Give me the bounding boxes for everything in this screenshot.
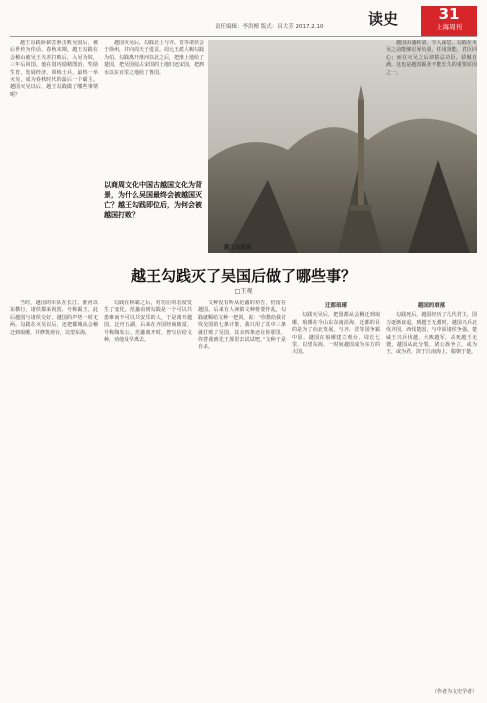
body-column-3 <box>198 300 286 696</box>
article-byline: □王观 <box>234 288 253 295</box>
page-number: 31 <box>438 5 460 23</box>
right-top-paragraph: 越国由盛转衰，令人深思。勾践在灭吴之前能够忍辱负重，任用贤能，君臣同心；而在灭吴之后却猜忌功臣，骄傲自满。这也是越国霸业不能长久的重要原因之一。 <box>386 40 477 76</box>
body-column-2 <box>104 300 192 696</box>
body-paragraph: 勾践灭吴后，把国都从会稽迁到琅琊。琅琊在今山东东南沿海，迁都的目的是为了向北发展，与齐、晋等国争霸中原。越国在琅琊建立观台，周长七里，以望东海，一时间越国成为东方的大国。 <box>292 312 380 356</box>
article-headline: 越王勾践灭了吴国后做了哪些事？ <box>130 267 356 285</box>
page-header <box>10 6 477 34</box>
intro-summary: 以商周文化中国古越国文化为背景，为什么吴国最终会被越国灭亡？越王勾践即位后，为何会被越国打败？ <box>104 181 202 219</box>
subheading: 越国的衰落 <box>417 303 446 309</box>
body-column-5 <box>386 300 477 696</box>
lead-paragraph-1: 越王勾践卧薪尝胆击败吴国后，被后世传为佳话。春秋末期，越王勾践在会稽山被吴王夫差打败后，入吴为奴，三年后回国。他在国内励精图治，奖励生育，发展经济，训练士兵，最终一举灭吴，成为春秋时代的最后一个霸主。越国灭吴以后，越王勾践做了哪些事情呢？ <box>10 40 98 98</box>
body-column-4 <box>292 300 380 696</box>
body-paragraph: 当时，越国的军队在长江、淮河以东横行，诸侯都来祝贺，号称霸王。此后越国与诸侯交好，越国的声势一时无两。勾践在灭吴以后，还把都城从会稽迁到琅琊，并修筑观台，以望东海。 <box>10 300 98 336</box>
body-paragraph: 勾践在称霸之后，对功臣的态度发生了变化。范蠡看到勾践是一个可以共患难而不可以共安乐的人，于是离开越国，泛舟五湖，后来在齐国经商致富，号称陶朱公。范蠡离开时，曾写信给文种，劝他及早离去。 <box>104 300 192 344</box>
body-paragraph: 文种没有听从范蠡的劝告，仍留在越国。后来有人诬陷文种将要作乱，勾践就赐给文种一把剑，说：“你教给我讨伐吴国的七条计策，我只用了其中三条就打败了吴国，其余四条还在你那里，你替我到先王那里去试试吧。”文种于是自杀。 <box>198 300 286 351</box>
article-lead-column-1 <box>10 40 98 258</box>
subheading: 迁都琅琊 <box>324 303 347 309</box>
lead-paragraph-2: 越国灭吴后，勾践北上与齐、晋等诸侯会于徐州，并向周天子进贡。周元王派人赐勾践为伯。勾践离开淮河以北之后，把淮上地给了楚国，把吴国侵占宋国的土地归还宋国，把泗水以东百里之地给了鲁国。 <box>104 40 204 76</box>
photo-caption: 越王勾践剑 <box>224 245 252 251</box>
article-right-top-column <box>386 40 477 258</box>
paper-name: 上海周刊 <box>436 23 462 31</box>
editor-credits: 责任编辑：李洪檀 版式：昌大芳 2017.2.10 <box>215 24 324 30</box>
article-lead-column-2 <box>104 40 204 174</box>
header-rule <box>10 36 477 37</box>
body-paragraph: 勾践死后，越国经历了几代君主，国力逐渐衰退。到越王无彊时，越国兴兵北伐齐国，西伐楚国，与中原诸侯争强。楚威王兴兵伐越，大败越军，杀死越王无彊，越国从此分裂，诸公族争立，或为王，或为君，滨于江南海上，服朝于楚。 <box>386 312 477 356</box>
body-column-1 <box>10 300 98 696</box>
author-note: （作者为文史学者） <box>431 689 477 695</box>
section-title: 读史 <box>368 10 399 28</box>
page-number-badge <box>421 6 477 36</box>
